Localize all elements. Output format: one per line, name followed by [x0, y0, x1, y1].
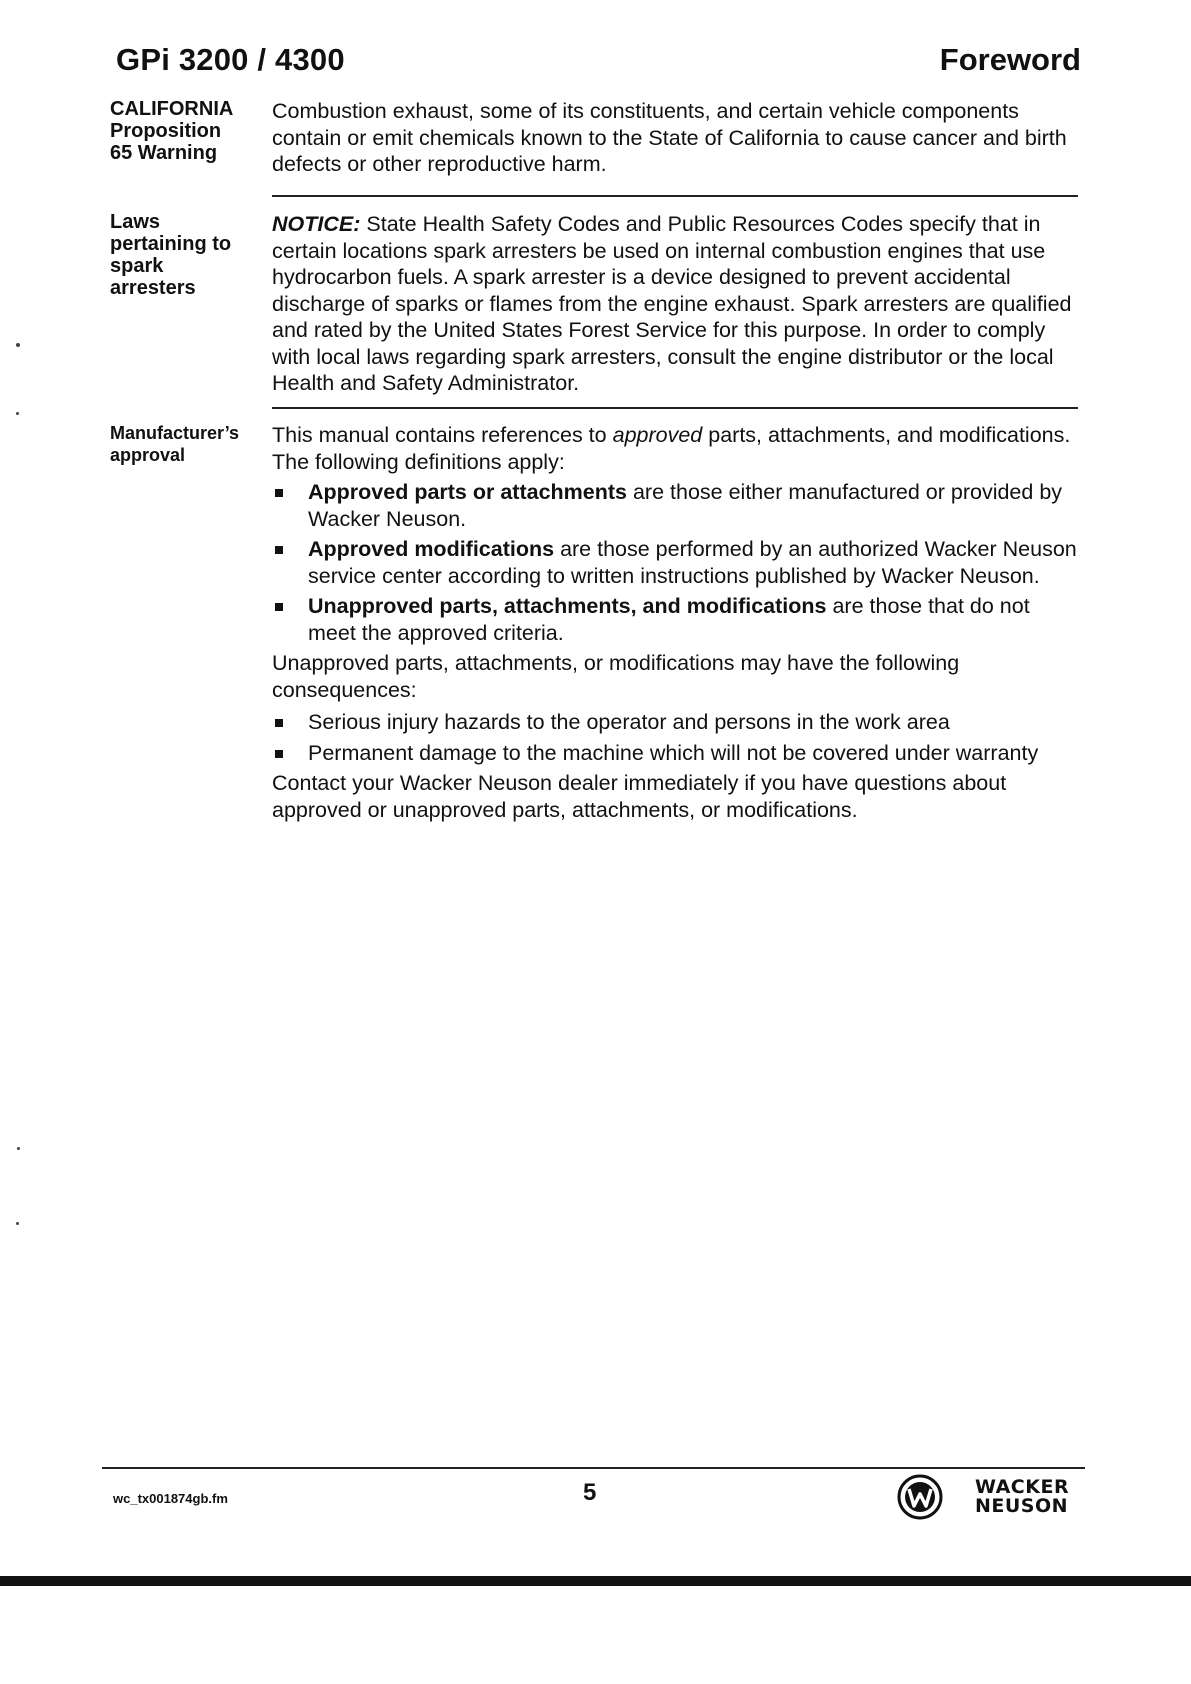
manufacturer-approval-text [272, 422, 1078, 823]
spark-arrester-section [110, 211, 1078, 395]
spark-arrester-label: Laws pertaining to spark arresters [110, 211, 232, 299]
definition-term: Approved modifications [308, 537, 555, 561]
logo-wordmark [975, 1478, 1069, 1516]
bullet-icon [275, 489, 283, 497]
logo-line-1: WACKER [975, 1476, 1070, 1498]
approval-intro-start: This manual contains references to [272, 423, 607, 447]
definition-term: Approved parts or attachments [308, 480, 627, 504]
scan-speck [16, 1222, 19, 1225]
approval-intro-end: parts, attachments, and modifications. The following definitions apply: [272, 423, 1071, 474]
definition-text: are those performed by an authorized Wacker Neuson service center according to written instructions published by Wacker Neuson. [308, 537, 1077, 588]
section-title: Foreword [939, 42, 1081, 77]
consequence-text: Serious injury hazards to the operator and persons in the work area [308, 710, 950, 734]
list-item [272, 740, 1078, 767]
page-header [116, 42, 1081, 86]
definition-text: are those that do not meet the approved criteria. [308, 594, 1030, 645]
footer-divider [102, 1467, 1085, 1469]
list-item [272, 709, 1078, 736]
list-item [272, 536, 1078, 589]
consequences-intro: Unapproved parts, attachments, or modifications may have the following consequences: [272, 651, 960, 702]
section-divider [272, 407, 1078, 409]
consequence-text: Permanent damage to the machine which will not be covered under warranty [308, 740, 1039, 765]
definitions-list [272, 479, 1078, 646]
wacker-neuson-logo [897, 1474, 1085, 1520]
consequences-list [272, 709, 1078, 766]
document-title: GPi 3200 / 4300 [116, 42, 345, 77]
scan-speck [17, 1147, 20, 1150]
definition-text: are those either manufactured or provided by Wacker Neuson. [308, 480, 1063, 531]
california-warning-text [272, 98, 1078, 178]
list-item [272, 479, 1078, 532]
california-warning-section [110, 98, 1078, 178]
notice-tag: NOTICE: [272, 212, 361, 236]
bullet-icon [275, 719, 283, 727]
list-item [272, 593, 1078, 646]
section-divider [272, 195, 1078, 197]
california-warning-label: CALIFORNIA Proposition 65 Warning [110, 98, 234, 164]
definition-term: Unapproved parts, attachments, and modifications [308, 594, 827, 618]
scan-edge-bar [0, 1576, 1191, 1586]
spark-arrester-body: State Health Safety Codes and Public Resources Codes specify that in certain locations spark arresters be used on internal combustion engines that use hydrocarbon fuels. A spark arrester is a device designed to prevent accidental discharge of sparks or flames from the engine exhaust. Spark arresters are qualified and rated by the United States Forest Service for this purpose. In order to comply with local laws regarding spark arresters, consult the engine distributor or the local Health and Safety Administrator. [272, 212, 1072, 395]
w-emblem-icon [897, 1474, 943, 1520]
spark-arrester-text [272, 211, 1078, 397]
approval-intro-italic: approved [612, 423, 703, 447]
bullet-icon [275, 750, 283, 758]
california-warning-paragraph: Combustion exhaust, some of its constituents, and certain vehicle components contain or emit chemicals known to the State of California to cause cancer and birth defects or other reproductive harm. [272, 99, 1067, 176]
spark-arrester-paragraph [272, 211, 1078, 397]
approval-closing: Contact your Wacker Neuson dealer immediately if you have questions about approved or unapproved parts, attachments, or modifications. [272, 771, 1007, 822]
manufacturer-approval-section [110, 422, 1078, 862]
bullet-icon [275, 603, 283, 611]
scan-speck [16, 412, 19, 415]
bullet-icon [275, 546, 283, 554]
scan-speck [16, 343, 20, 347]
approval-intro [272, 422, 1078, 475]
manufacturer-approval-label: Manufacturer’s approval [110, 423, 240, 465]
page-number: 5 [583, 1479, 597, 1506]
logo-line-2: NEUSON [975, 1495, 1069, 1517]
footer-filename: wc_tx001874gb.fm [113, 1491, 228, 1506]
